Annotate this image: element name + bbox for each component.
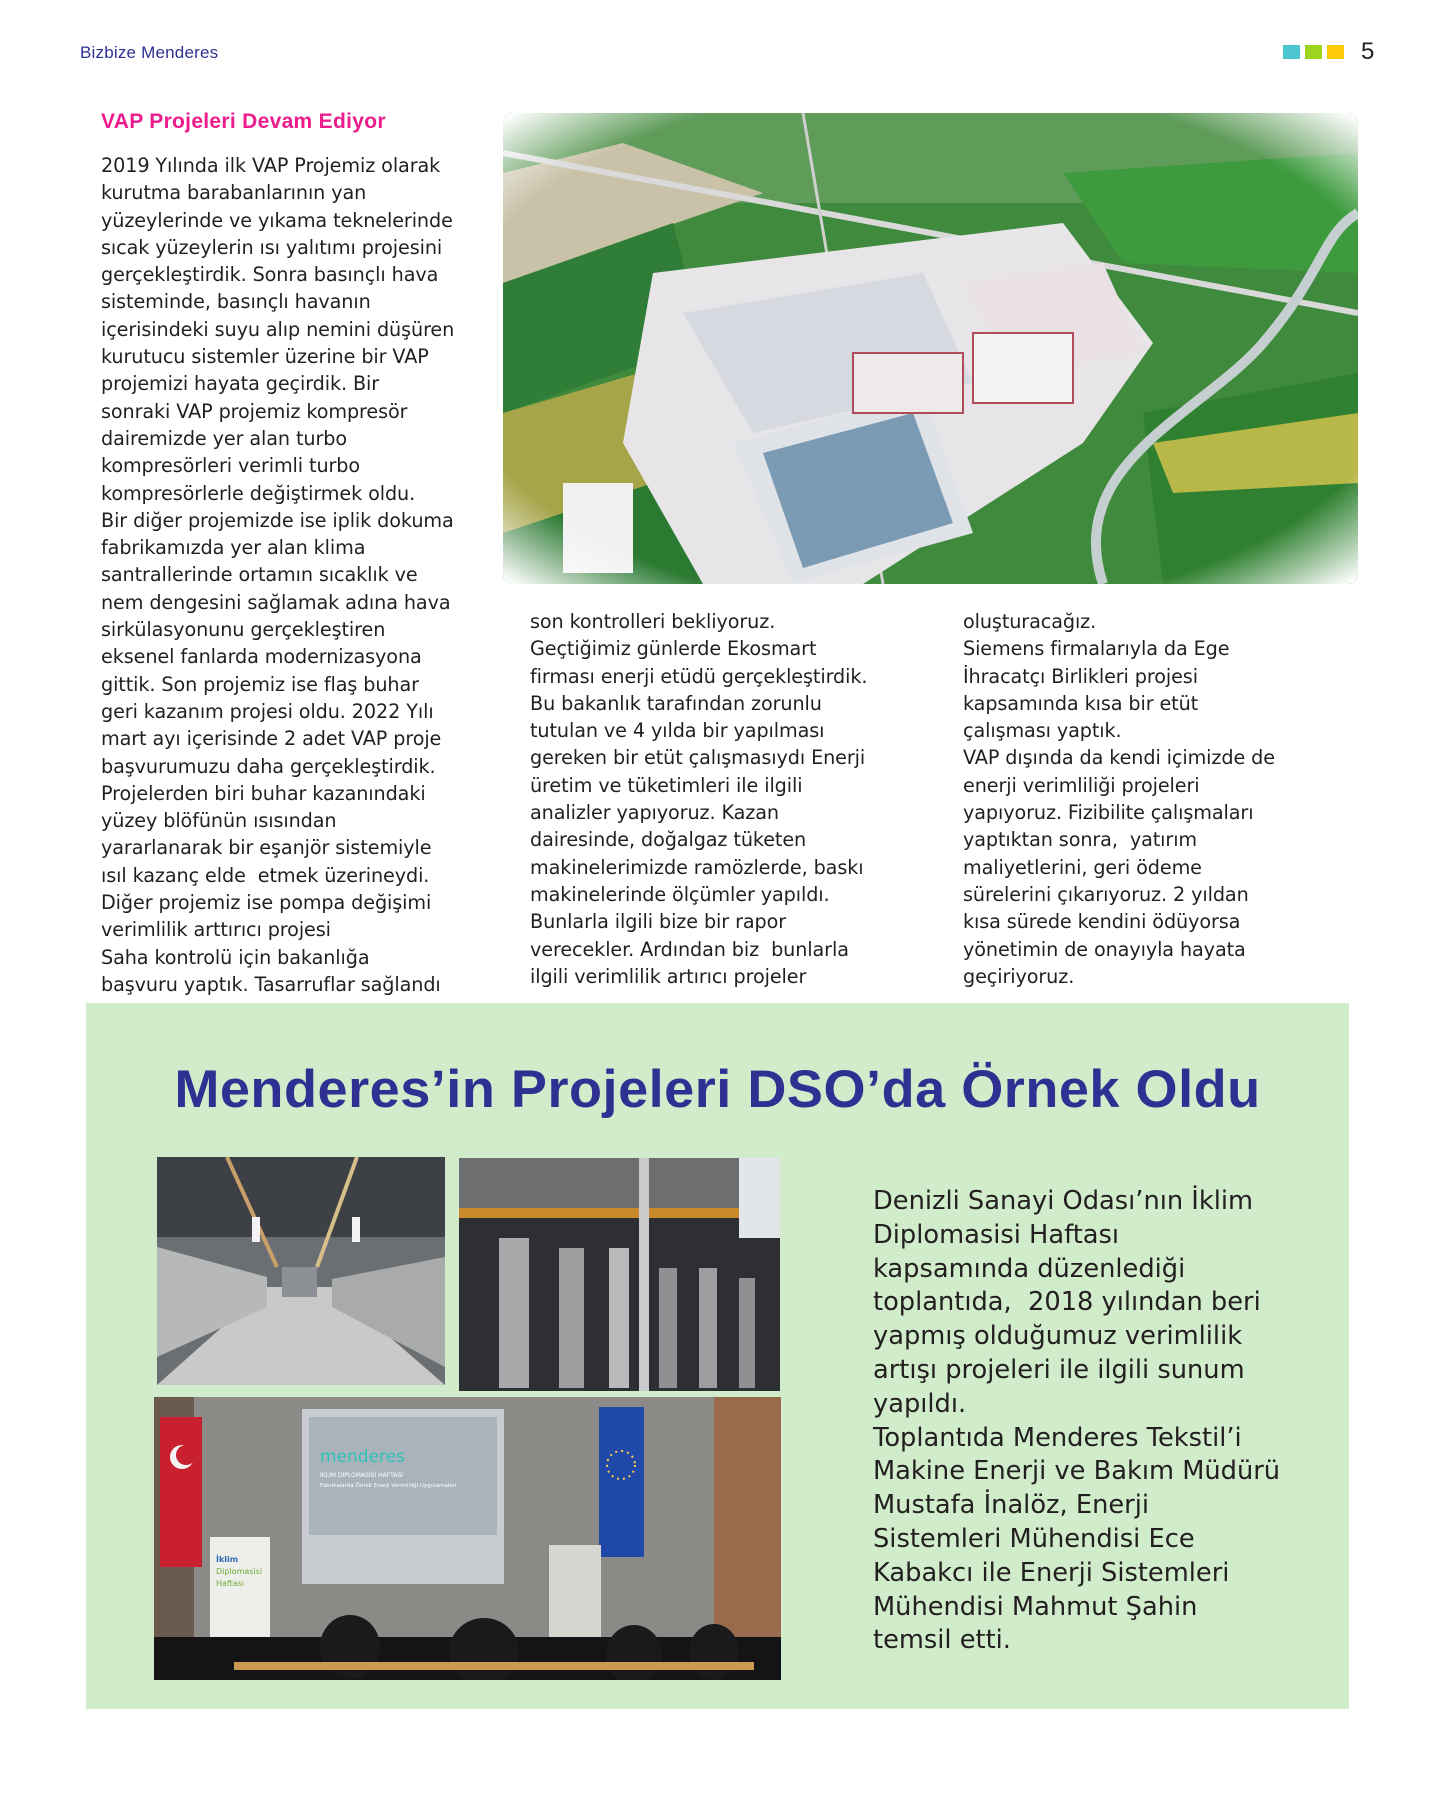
slide-logo: menderes [320, 1447, 405, 1467]
text-line: yapıyoruz. Fizibilite çalışmaları [963, 801, 1254, 825]
text-line: gittik. Son projemiz ise flaş buhar [101, 672, 419, 696]
text-line: yönetimin de onayıyla hayata [963, 937, 1246, 961]
text-line: dairesinde, doğalgaz tüketen [530, 828, 807, 852]
article-column-2 [530, 608, 867, 990]
text-line: temsil etti. [873, 1625, 1011, 1656]
text-line: verecekler. Ardından biz bunlarla [530, 937, 849, 961]
text-line: gereken bir etüt çalışmasıydı Enerji [530, 746, 866, 770]
svg-text:İklim: İklim [216, 1555, 239, 1564]
text-line: toplantıda, 2018 yılından beri [873, 1287, 1261, 1318]
text-line: Bu bakanlık tarafından zorunlu [530, 691, 822, 715]
text-line: makinelerinde ölçümler yapıldı. [530, 882, 830, 906]
svg-text:Haftası: Haftası [216, 1579, 245, 1588]
text-line: yüzey blöfünün ısısından [101, 809, 337, 833]
text-line: yararlanarak bir eşanjör sistemiyle [101, 836, 432, 860]
text-line: nem dengesini sağlamak adına hava [101, 590, 451, 614]
article-column-3 [963, 608, 1275, 990]
text-line: Geçtiğimiz günlerde Ekosmart [530, 637, 817, 661]
svg-text:Diplomasisi: Diplomasisi [216, 1567, 263, 1576]
text-line: kısa sürede kendini ödüyorsa [963, 910, 1241, 934]
text-line: çalışması yaptık. [963, 719, 1122, 743]
marker-square-cyan [1283, 45, 1300, 59]
text-line: dairemizde yer alan turbo [101, 426, 347, 450]
text-line: Toplantıda Menderes Tekstil’i [873, 1422, 1242, 1453]
text-line: tutulan ve 4 yılda bir yapılması [530, 719, 825, 743]
presentation-photo [154, 1397, 781, 1680]
article-column-1 [101, 152, 454, 998]
text-line: Makine Enerji ve Bakım Müdürü [873, 1456, 1281, 1487]
text-line: Projelerden biri buhar kazanındaki [101, 781, 426, 805]
text-line: sirkülasyonunu gerçekleştiren [101, 618, 386, 642]
dso-headline: Menderes’in Projeleri DSO’da Örnek Oldu [174, 1060, 1261, 1119]
slide-subtitle: Fabrikalarda Örnek Enerji Verimliliği Uygulamaları [320, 1483, 457, 1489]
text-line: Siemens firmalarıyla da Ege [963, 637, 1230, 661]
text-line: VAP dışında da kendi içimizde de [963, 746, 1275, 770]
text-line: kompresörleri verimli turbo [101, 454, 361, 478]
text-line: kurutucu sistemler üzerine bir VAP [101, 345, 429, 369]
text-line: Denizli Sanayi Odası’nın İklim [873, 1186, 1254, 1216]
text-line: kapsamında düzenlediği [873, 1253, 1186, 1284]
text-line: geçiriyoruz. [963, 964, 1075, 988]
text-line: içerisindeki suyu alıp nemini düşüren [101, 317, 455, 341]
text-line: başvuru yaptık. Tasarruflar sağlandı [101, 972, 441, 996]
text-line: başvurumuzu daha gerçekleştirdik. [101, 754, 436, 778]
text-line: verimlilik arttırıcı projesi [101, 918, 331, 942]
text-line: İhracatçı Birlikleri projesi [963, 664, 1198, 688]
text-line: Kabakcı ile Enerji Sistemleri [873, 1557, 1230, 1588]
text-line: ilgili verimlilik artırıcı projeler [530, 964, 807, 988]
marker-square-green [1305, 45, 1322, 59]
text-line: Saha kontrolü için bakanlığa [101, 945, 370, 969]
text-line: 2019 Yılında ilk VAP Projemiz olarak [101, 154, 441, 177]
marker-square-yellow [1327, 45, 1344, 59]
text-line: Sistemleri Mühendisi Ece [873, 1523, 1195, 1554]
aerial-photo-illustration [503, 113, 1358, 584]
text-line: kurutma barabanlarının yan [101, 181, 367, 205]
text-line: santrallerinde ortamın sıcaklık ve [101, 563, 418, 587]
text-line: enerji verimliliği projeleri [963, 773, 1200, 797]
text-line: Mühendisi Mahmut Şahin [873, 1591, 1198, 1622]
dso-article-body [873, 1185, 1280, 1658]
running-title: Bizbize Menderes [80, 43, 219, 62]
text-line: sıcak yüzeylerin ısı yalıtımı projesini [101, 235, 443, 259]
slide-title: İKLİM DİPLOMASİSİ HAFTASI [320, 1472, 403, 1479]
text-line: artışı projeleri ile ilgili sunum [873, 1354, 1245, 1385]
text-line: Diplomasisi Haftası [873, 1219, 1120, 1250]
dso-article-box [86, 1003, 1349, 1709]
text-line: Bir diğer projemizde ise iplik dokuma [101, 508, 454, 532]
aerial-factory-photo [503, 113, 1358, 584]
text-line: sisteminde, basınçlı havanın [101, 290, 371, 314]
text-line: kapsamında kısa bir etüt [963, 691, 1199, 715]
text-line: mart ayı içerisinde 2 adet VAP proje [101, 727, 442, 751]
text-line: sonraki VAP projemiz kompresör [101, 399, 408, 423]
text-line: makinelerimizde ramözlerde, baskı [530, 855, 864, 879]
text-line: Diğer projemiz ise pompa değişimi [101, 891, 432, 915]
text-line: ısıl kazanç elde etmek üzerineydi. [101, 863, 430, 887]
text-line: yüzeylerinde ve yıkama teknelerinde [101, 208, 453, 232]
text-line: kompresörlerle değiştirmek oldu. [101, 481, 416, 505]
text-line: üretim ve tüketimleri ile ilgili [530, 773, 803, 797]
text-line: yapmış olduğumuz verimlilik [873, 1321, 1243, 1352]
text-line: gerçekleştirdik. Sonra basınçlı hava [101, 263, 439, 287]
page-number: 5 [1361, 38, 1375, 65]
page-marker [1283, 40, 1374, 64]
boiler-pipes-photo [459, 1158, 780, 1391]
turkish-flag [160, 1417, 202, 1567]
text-line: oluşturacağız. [963, 610, 1097, 633]
text-line: Mustafa İnalöz, Enerji [873, 1490, 1150, 1521]
text-line: maliyetlerini, geri ödeme [963, 855, 1202, 879]
text-line: sürelerini çıkarıyoruz. 2 yıldan [963, 882, 1249, 906]
text-line: firması enerji etüdü gerçekleştirdik. [530, 664, 868, 688]
text-line: analizler yapıyoruz. Kazan [530, 801, 779, 825]
eu-flag [599, 1407, 644, 1557]
text-line: geri kazanım projesi oldu. 2022 Yılı [101, 699, 434, 723]
text-line: son kontrolleri bekliyoruz. [530, 610, 776, 633]
text-line: yapıldı. [873, 1388, 967, 1419]
boiler-room-corridor-photo [157, 1157, 445, 1385]
text-line: Bunlarla ilgili bize bir rapor [530, 910, 787, 934]
text-line: fabrikamızda yer alan klima [101, 536, 366, 560]
section-title: VAP Projeleri Devam Ediyor [101, 110, 386, 133]
text-line: eksenel fanlarda modernizasyona [101, 645, 422, 669]
text-line: projemizi hayata geçirdik. Bir [101, 372, 380, 396]
text-line: yaptıktan sonra, yatırım [963, 828, 1198, 852]
